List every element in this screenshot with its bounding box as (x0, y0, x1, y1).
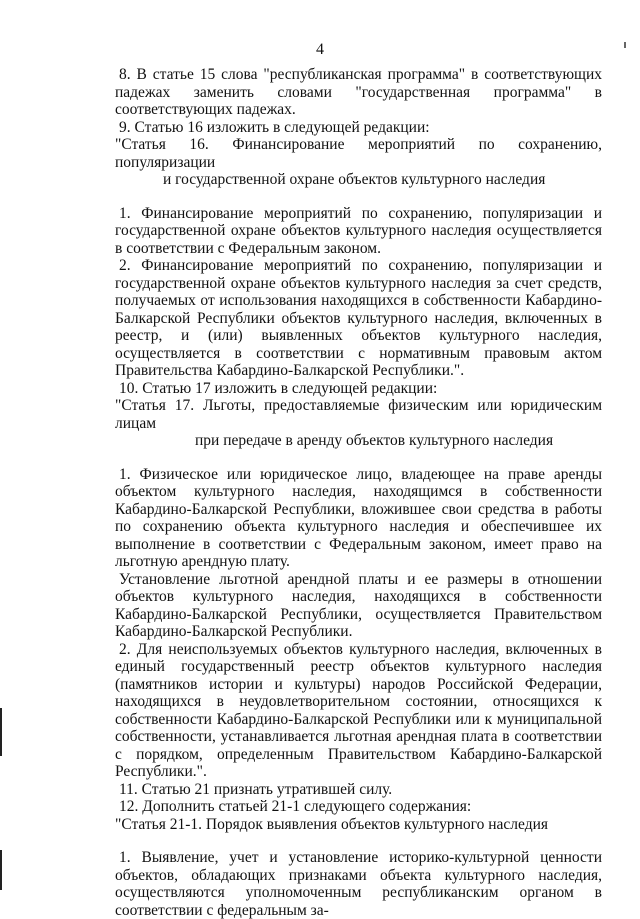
document-body (115, 66, 602, 919)
page-number: 4 (316, 41, 324, 58)
article-21-1-clause-1: 1. Выявление, учет и установление историко-культурной ценности объектов, обладающих признаками объекта культурного наследия, осуществляются уполномоченным республиканским органом в соответствии с федеральным за- (115, 849, 602, 919)
amendment-item-8: 8. В статье 15 слова "республиканская программа" в соответствующих падежах заменить словами "государственная программа" в соответствующих падежах. (115, 66, 602, 118)
amendment-item-10: 10. Статью 17 изложить в следующей редакции: (119, 379, 438, 397)
article-16-clause-1: 1. Финансирование мероприятий по сохранению, популяризации и государственной охране объектов культурного наследия осуществляется в соответствии с Федеральным законом. (115, 204, 602, 257)
scan-edge-mark (0, 850, 2, 890)
amendment-item-11: 11. Статью 21 признать утратившей силу. (119, 780, 393, 798)
article-17-clause-2: 2. Для неиспользуемых объектов культурного наследия, включенных в единый государственный реестр объектов культурного наследия (памятников истории и культуры) народов Российской Федерации, находящихся в неудовлетворительном состоянии, относящихся к собственности Кабардино-Балкарской Республики или к муниципальной собственности, устанавливается льготная арендная плата в соответствии с порядком, определенным Правительством Кабардино-Балкарской Республики.". (115, 640, 602, 780)
article-16-heading (115, 136, 602, 189)
article-17-heading-line1: "Статья 17. Льготы, предоставляемые физическим или юридическим лицам (115, 397, 602, 432)
article-17-heading (115, 397, 602, 450)
article-16-clause-2: 2. Финансирование мероприятий по сохранению, популяризации и государственной охране объектов культурного наследия за счет средств, получаемых от использования находящихся в собственности Кабардино-Балкарской Республики объектов культурного наследия, включенных в реестр, и (или) выявленных объектов культурного наследия, осуществляется в соответствии с нормативным правовым актом Правительства Кабардино-Балкарской Республики.". (115, 257, 602, 379)
scan-edge-mark (0, 708, 2, 756)
article-17-clause-1-part-2: Установление льготной арендной платы и ее размеры в отношении объектов культурного наследия, находящихся в собственности Кабардино-Балкарской Республики, осуществляется Правительством Кабардино-Балкарской Республики. (115, 570, 602, 640)
article-21-1-heading: "Статья 21-1. Порядок выявления объектов культурного наследия (115, 815, 549, 833)
amendment-item-12: 12. Дополнить статьей 21-1 следующего содержания: (119, 798, 472, 815)
article-16-heading-line2: и государственной охране объектов культурного наследия (163, 171, 546, 188)
amendment-item-9: 9. Статью 16 изложить в следующей редакции: (119, 118, 430, 136)
article-17-heading-line2: при передаче в аренду объектов культурного наследия (195, 432, 554, 449)
article-16-heading-line1: "Статья 16. Финансирование мероприятий по сохранению, популяризации (115, 136, 602, 171)
article-17-clause-1: 1. Физическое или юридическое лицо, владеющее на праве аренды объектом культурного наследия, находящимся в собственности Кабардино-Балкарской Республики, вложившее свои средства в работы по сохранению объекта культурного наследия и обеспечившее их выполнение в соответствии с Федеральным законом, имеет право на льготную арендную плату. (115, 465, 602, 570)
